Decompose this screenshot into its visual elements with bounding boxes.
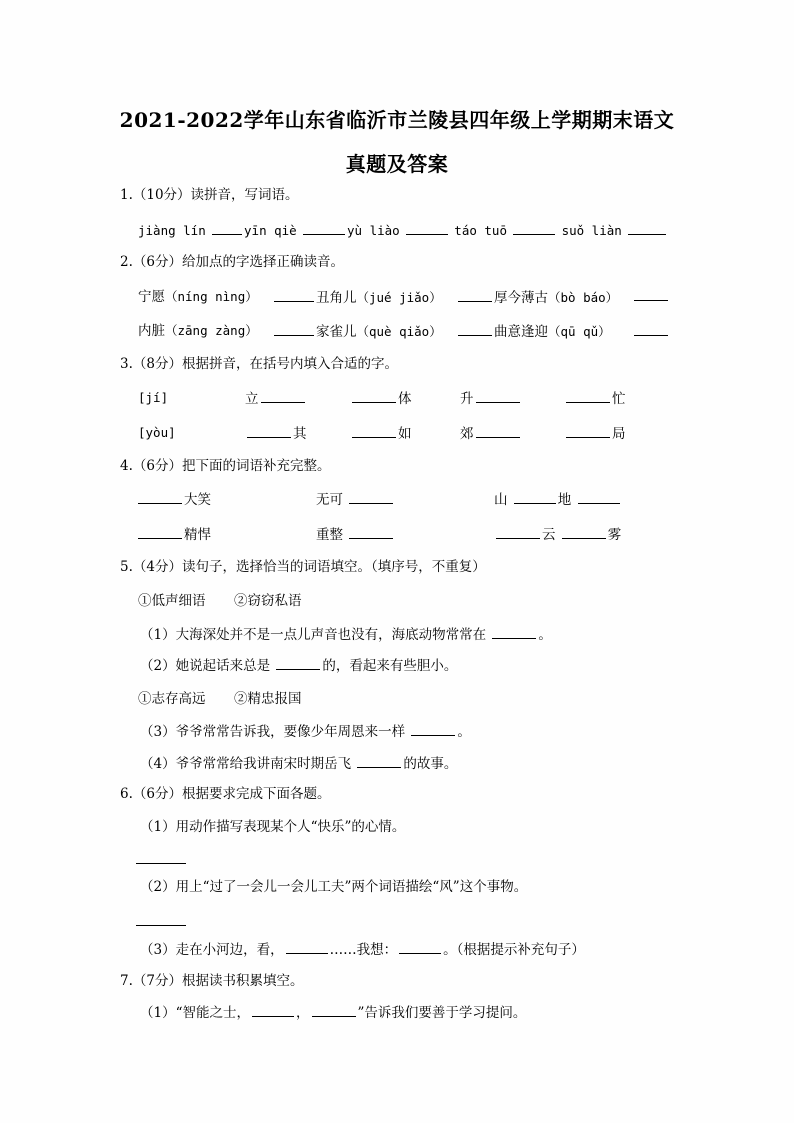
- q2-row1-item2: [272, 288, 442, 307]
- q5-sentence-3: [140, 722, 471, 741]
- q2-row1-item1: [138, 288, 258, 306]
- q1-blank-3[interactable]: [406, 221, 448, 235]
- q4-word: 云: [542, 527, 556, 543]
- question-1-pinyin-row: [138, 221, 668, 240]
- q1-blank-4[interactable]: [513, 221, 555, 235]
- q4-blank[interactable]: [578, 490, 620, 504]
- q4-blank[interactable]: [138, 490, 182, 504]
- q5-blank-3[interactable]: [411, 722, 455, 736]
- q4-r2-c2: [316, 525, 395, 544]
- q5-blank-1[interactable]: [492, 625, 536, 639]
- q5-s1-end: 。: [538, 627, 552, 643]
- q4-word: 精悍: [184, 527, 211, 543]
- q5-sentence-4: [140, 754, 457, 773]
- q7-p1-text: （1）“智能之士，: [140, 1005, 250, 1021]
- q4-blank[interactable]: [349, 525, 393, 539]
- q6-part-2: （2）用上“过了一会儿一会儿工夫”两个词语描绘“风”这个事物。: [140, 879, 528, 895]
- q3-pinyin-ji: [jí]: [138, 390, 169, 405]
- q5-option-4: ②精忠报国: [234, 691, 302, 707]
- q4-blank[interactable]: [496, 525, 540, 539]
- q4-word: 重整: [316, 527, 343, 543]
- q3-char: 体: [398, 391, 412, 407]
- q5-s3-text: （3）爷爷常常告诉我，要像少年周恩来一样: [140, 724, 406, 740]
- q5-option-2: ②窃窃私语: [234, 593, 302, 609]
- q2-word: 家雀儿: [316, 324, 357, 340]
- question-3-heading: 3.（8分）根据拼音，在括号内填入合适的字。: [120, 356, 398, 372]
- q2-blank[interactable]: [274, 288, 314, 302]
- q3-pinyin-you: [yòu]: [138, 425, 176, 440]
- q4-word: 大笑: [184, 492, 211, 508]
- q5-sentence-1: [140, 625, 552, 644]
- q1-pinyin-3: yù liào: [347, 223, 400, 238]
- q2-row1-item3: [456, 288, 618, 307]
- q2-blank[interactable]: [274, 322, 314, 336]
- q4-blank[interactable]: [349, 490, 393, 504]
- q5-option-3: ①志存高远: [138, 691, 206, 707]
- q2-options: （bò báo）: [548, 290, 619, 305]
- q2-word: 丑角儿: [316, 290, 357, 306]
- q3-blank[interactable]: [566, 389, 610, 403]
- question-4-heading: 4.（6分）把下面的词语补充完整。: [120, 458, 331, 474]
- q4-word: 无可: [316, 492, 343, 508]
- q2-word: 曲意逢迎: [494, 324, 548, 340]
- q2-blank[interactable]: [458, 322, 492, 336]
- q3-char: 局: [612, 426, 626, 442]
- q3-char: 其: [293, 426, 307, 442]
- question-7-heading: 7.（7分）根据读书积累填空。: [120, 973, 304, 989]
- q3-r1-c2: [350, 389, 412, 408]
- q6-blank-2[interactable]: [399, 940, 441, 954]
- q2-options: （zāng zàng）: [165, 323, 258, 338]
- q7-part-1: [140, 1003, 526, 1022]
- q4-blank[interactable]: [514, 490, 556, 504]
- q3-r2-c1: [245, 424, 307, 443]
- q5-s1-text: （1）大海深处并不是一点儿声音也没有，海底动物常常在: [140, 627, 487, 643]
- q2-word: 内脏: [138, 323, 165, 339]
- q6-part-3: [140, 940, 585, 959]
- q1-pinyin-2: yīn qiè: [244, 223, 297, 238]
- q3-r2-c4: [564, 424, 626, 443]
- q5-s3-end: 。: [457, 724, 471, 740]
- q3-r1-c3: [460, 389, 522, 408]
- q2-word: 宁愿: [138, 289, 165, 305]
- q2-options: （qū qǔ）: [548, 324, 611, 339]
- q6-p3-mid: ……我想：: [329, 942, 398, 958]
- q3-r1-c4: [564, 389, 626, 408]
- q2-row2-item1: [138, 322, 258, 340]
- q5-option-1: ①低声细语: [138, 593, 206, 609]
- q4-word: 雾: [607, 527, 622, 543]
- q1-blank-2[interactable]: [303, 221, 345, 235]
- q3-blank[interactable]: [476, 424, 520, 438]
- q1-pinyin-5: suǒ liàn: [561, 223, 622, 238]
- q6-p3-text: （3）走在小河边，看，: [140, 942, 284, 958]
- q7-blank-2[interactable]: [312, 1003, 356, 1017]
- question-1-heading: 1.（10分）读拼音，写词语。: [120, 187, 299, 203]
- q5-s4-text: （4）爷爷常常给我讲南宋时期岳飞: [140, 756, 352, 772]
- q3-blank[interactable]: [476, 389, 520, 403]
- q2-options: （níng nìng）: [165, 289, 258, 304]
- q6-answer-line-2[interactable]: [136, 925, 186, 926]
- q2-blank-end-1[interactable]: [634, 300, 668, 301]
- q4-r2-c1: [136, 525, 211, 544]
- q3-char: 郊: [460, 426, 474, 442]
- q3-blank[interactable]: [352, 424, 396, 438]
- q7-p1-end: ”告诉我们要善于学习提问。: [357, 1005, 527, 1021]
- document-title-line2: 真题及答案: [345, 152, 449, 176]
- q7-p1-mid: ，: [296, 1005, 310, 1021]
- q4-word: 山: [494, 492, 508, 508]
- question-5-heading: 5.（4分）读句子，选择恰当的词语填空。（填序号，不重复）: [120, 559, 486, 575]
- q4-blank[interactable]: [138, 525, 182, 539]
- q5-s2-text: （2）她说起话来总是: [140, 658, 271, 674]
- q5-sentence-2: [140, 656, 457, 675]
- q3-char: 升: [460, 391, 474, 407]
- q3-blank[interactable]: [566, 424, 610, 438]
- q3-r2-c2: [350, 424, 412, 443]
- q2-blank-end-2[interactable]: [634, 335, 668, 336]
- q1-blank-1[interactable]: [212, 221, 242, 235]
- question-6-heading: 6.（6分）根据要求完成下面各题。: [120, 786, 331, 802]
- q5-s2-end: 的，看起来有些胆小。: [322, 658, 458, 674]
- q3-blank[interactable]: [352, 389, 396, 403]
- q2-row2-item3: [456, 322, 611, 341]
- q1-blank-5[interactable]: [628, 221, 666, 235]
- q3-char: 立: [245, 391, 259, 407]
- q6-p3-end: 。（根据提示补充句子）: [443, 942, 585, 958]
- q1-pinyin-4: táo tuō: [454, 223, 507, 238]
- q2-row2-item2: [272, 322, 442, 341]
- q2-options: （què qiǎo）: [356, 324, 442, 339]
- q6-blank-1[interactable]: [286, 940, 328, 954]
- q4-r1-c1: [136, 490, 211, 509]
- q2-options: （jué jiǎo）: [356, 290, 442, 305]
- q4-r1-c2: [316, 490, 395, 509]
- q3-r1-c1: [245, 389, 307, 408]
- document-title-line1: 2021-2022学年山东省临沂市兰陵县四年级上学期期末语文: [119, 108, 675, 132]
- q4-word: 地: [557, 492, 572, 508]
- q2-word: 厚今薄古: [494, 290, 548, 306]
- q4-r1-c3: [494, 490, 622, 509]
- q3-blank[interactable]: [247, 424, 291, 438]
- q5-blank-2[interactable]: [276, 656, 320, 670]
- q5-blank-4[interactable]: [357, 754, 401, 768]
- q3-r2-c3: [460, 424, 522, 443]
- q2-blank[interactable]: [458, 288, 492, 302]
- q4-blank[interactable]: [562, 525, 606, 539]
- q5-s4-end: 的故事。: [403, 756, 458, 772]
- q6-part-1: （1）用动作描写表现某个人“快乐”的心情。: [140, 819, 406, 835]
- q3-char: 忙: [612, 391, 626, 407]
- q1-pinyin-1: jiàng lín: [138, 223, 206, 238]
- q7-blank-1[interactable]: [252, 1003, 294, 1017]
- q3-blank[interactable]: [261, 389, 305, 403]
- q6-answer-line-1[interactable]: [136, 863, 186, 864]
- q3-char: 如: [398, 426, 412, 442]
- question-2-heading: 2.（6分）给加点的字选择正确读音。: [120, 254, 344, 270]
- q4-r2-c3: [494, 525, 621, 544]
